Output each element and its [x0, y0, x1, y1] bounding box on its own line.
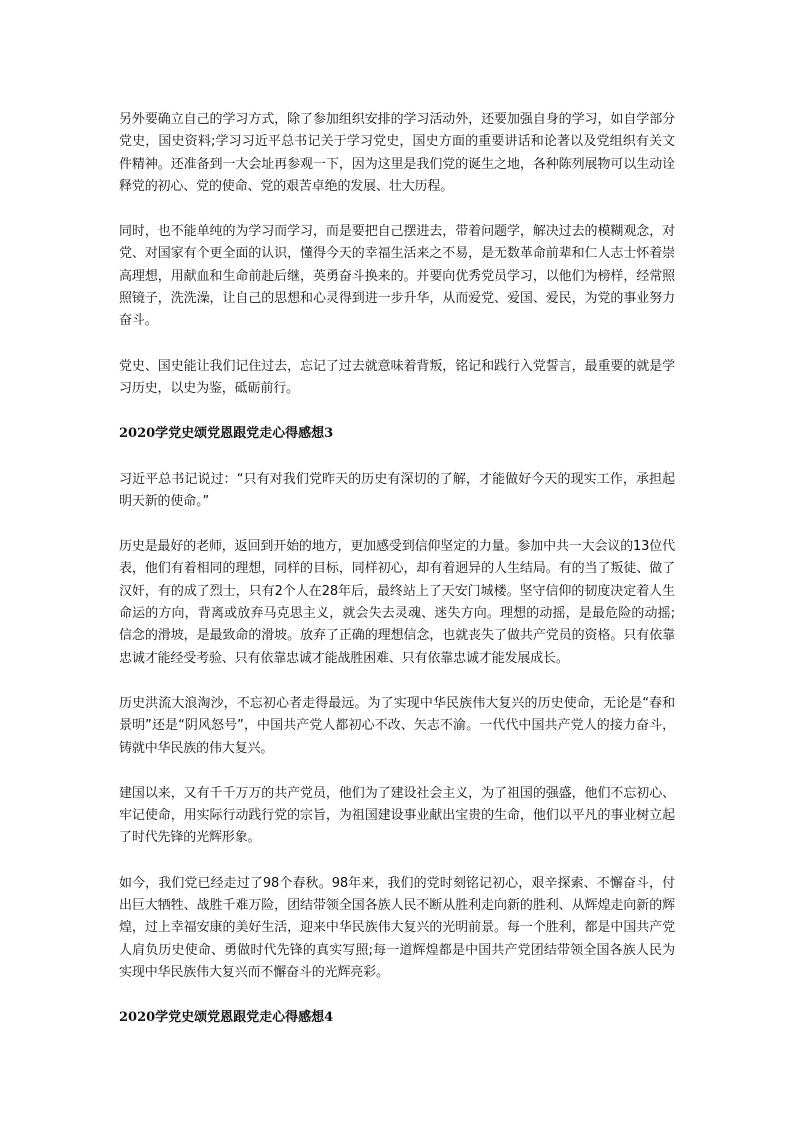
paragraph-original-aspiration: 历史洪流大浪淘沙，不忘初心者走得最远。为了实现中华民族伟大复兴的历史使命，无论是“春和景明”还是“阴风怒号”，中国共产党人都初心不改、矢志不渝。一代代中国共产党人的接力奋斗，铸就中华民族的伟大复兴。: [119, 695, 675, 756]
paragraph-98-years: 如今，我们党已经走过了98个春秋。98年来，我们的党时刻铭记初心，艰辛探索、不懈奋斗，付出巨大牺牲、战胜千难万险，团结带领全国各族人民不断从胜利走向新的胜利、从辉煌走向新的辉煌，过上幸福安康的美好生活，迎来中华民族伟大复兴的光明前景。每一个胜利，都是中国共产党人肩负历史使命、勇做时代先锋的真实写照;每一道辉煌都是中国共产党团结带领全国各族人民为实现中华民族伟大复兴而不懈奋斗的光辉亮彩。: [119, 875, 675, 980]
paragraph-study-methods: 另外要确立自己的学习方式，除了参加组织安排的学习活动外，还要加强自身的学习，如自学部分党史，国史资料;学习习近平总书记关于学习党史，国史方面的重要讲话和论著以及党组织有关文件精神。还准备到一大会址再参观一下，因为这里是我们党的诞生之地，各种陈列展物可以生动诠释党的初心、党的使命、党的艰苦卓绝的发展、壮大历程。: [119, 112, 675, 194]
document-body: [119, 109, 675, 1053]
paragraph-since-founding: 建国以来，又有千千万万的共产党员，他们为了建设社会主义，为了祖国的强盛，他们不忘初心、牢记使命，用实际行动践行党的宗旨，为祖国建设事业献出宝贵的生命，他们以平凡的事业树立起了时代先锋的光辉形象。: [119, 785, 675, 846]
section-heading-3: 2020学党史颂党恩跟党走心得感想3: [119, 426, 334, 442]
section-heading-4: 2020学党史颂党恩跟党走心得感想4: [119, 1010, 334, 1026]
paragraph-history-teacher: 历史是最好的老师，返回到开始的地方，更加感受到信仰坚定的力量。参加中共一大会议的13位代表，他们有着相同的理想，同样的目标，同样初心，却有着迥异的人生结局。有的当了叛徒、做了汉奸，有的成了烈士，只有2个人在28年后，最终站上了天安门城楼。坚守信仰的韧度决定着人生命运的方向，背离或放弃马克思主义，就会失去灵魂、迷失方向。理想的动摇，是最危险的动摇;信念的滑坡，是最致命的滑坡。放弃了正确的理想信念，也就丧失了做共产党员的资格。只有依靠忠诚才能经受考验、只有依靠忠诚才能战胜困难、只有依靠忠诚才能发展成长。: [119, 539, 675, 666]
paragraph-learn-with-purpose: 同时，也不能单纯的为学习而学习，而是要把自己摆进去，带着问题学，解决过去的模糊观念，对党、对国家有个更全面的认识，懂得今天的幸福生活来之不易，是无数革命前辈和仁人志士怀着崇高理想，用献血和生命前赴后继，英勇奋斗换来的。并要向优秀党员学习，以他们为榜样，经常照照镜子，洗洗澡，让自己的思想和心灵得到进一步升华，从而爱党、爱国、爱民，为党的事业努力奋斗。: [119, 224, 675, 329]
paragraph-remember-history: 党史、国史能让我们记住过去，忘记了过去就意味着背叛，铭记和践行入党誓言，最重要的就是学习历史，以史为鉴，砥砺前行。: [119, 358, 675, 396]
paragraph-xi-quote: 习近平总书记说过：“只有对我们党昨天的历史有深切的了解，才能做好今天的现实工作，承担起明天新的使命。”: [119, 471, 675, 509]
